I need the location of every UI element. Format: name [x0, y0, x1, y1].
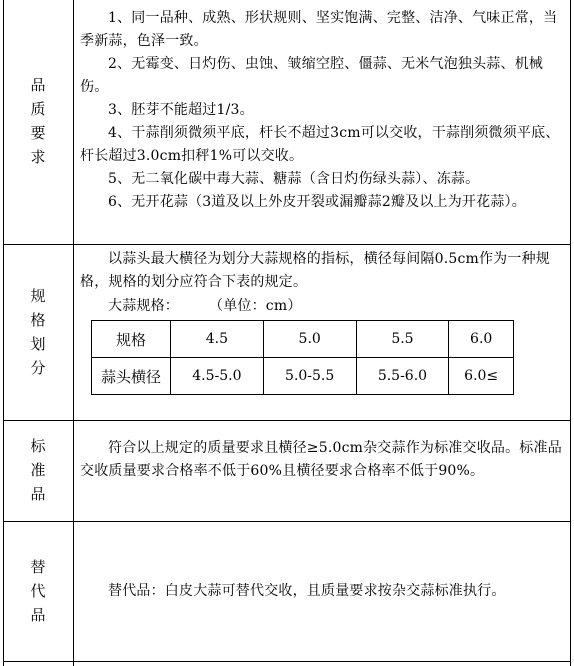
row-header-spec: 规格 [92, 321, 171, 358]
table-row [92, 321, 514, 358]
diameter-cell: 4.5-5.0 [171, 358, 264, 395]
substitute-label-char: 替 [30, 558, 46, 576]
standard-text-block [80, 437, 564, 483]
quality-label-char: 品 [30, 76, 46, 94]
spec-cell: 4.5 [171, 321, 264, 358]
row-divider-2 [3, 420, 571, 421]
quality-item-3: 3、胚芽不能超过1/3。 [108, 102, 254, 118]
table-caption: 大蒜规格： [108, 298, 179, 314]
grading-label-char: 规 [30, 287, 46, 305]
grading-label [4, 284, 72, 380]
substitute-label [4, 555, 72, 627]
spec-cell: 5.5 [356, 321, 449, 358]
quality-label-char: 质 [30, 100, 46, 118]
substitute-label-char: 品 [30, 606, 46, 624]
grading-label-char: 格 [30, 311, 46, 329]
grading-intro [80, 248, 564, 294]
row-divider-3 [3, 521, 571, 522]
quality-item-5: 5、无二氧化碳中毒大蒜、糖蒜（含日灼伤绿头蒜）、冻蒜。 [108, 171, 480, 187]
grading-caption [108, 295, 408, 318]
quality-requirements [80, 7, 564, 214]
row-divider-4 [3, 661, 571, 662]
spec-table [91, 320, 514, 395]
table-unit: （单位：cm） [209, 298, 302, 314]
table-right-border [570, 0, 571, 666]
grading-intro-text: 以蒜头最大横径为划分大蒜规格的指标，横径每间隔0.5cm作为一种规格，规格的划分应符合下表的规定。 [80, 251, 550, 290]
quality-item-4: 4、干蒜削须微须平底，杆长不超过3cm可以交收，干蒜削须微须平底、杆长超过3.0cm扣秤1%可以交收。 [80, 125, 560, 164]
row-header-diameter: 蒜头横径 [92, 358, 171, 395]
grading-label-char: 分 [30, 359, 46, 377]
standard-label-char: 品 [30, 485, 46, 503]
spec-cell: 5.0 [263, 321, 356, 358]
substitute-text: 替代品：白皮大蒜可替代交收，且质量要求按杂交蒜标准执行。 [108, 583, 506, 599]
quality-item-1: 1、同一品种、成熟、形状规则、坚实饱满、完整、洁净、气味正常，当季新蒜，色泽一致。 [80, 10, 558, 49]
diameter-cell: 5.5-6.0 [356, 358, 449, 395]
standard-label-char: 准 [30, 461, 46, 479]
row-divider-1 [3, 244, 571, 245]
standard-text: 符合以上规定的质量要求且横径≥5.0cm杂交蒜作为标准交收品。标准品交收质量要求合格率不低于60%且横径要求合格率不低于90%。 [80, 440, 562, 479]
quality-item-6: 6、无开花蒜（3道及以上外皮开裂或漏瓣蒜2瓣及以上为开花蒜）。 [108, 194, 526, 210]
quality-label [4, 73, 72, 169]
standard-label-char: 标 [30, 437, 46, 455]
substitute-text-block [80, 580, 564, 603]
substitute-label-char: 代 [30, 582, 46, 600]
grading-label-char: 划 [30, 335, 46, 353]
quality-label-char: 求 [30, 148, 46, 166]
label-column-divider [73, 0, 74, 666]
standard-label [4, 434, 72, 506]
quality-item-2: 2、无霉变、日灼伤、虫蚀、皱缩空腔、僵蒜、无米气泡独头蒜、机械伤。 [80, 56, 544, 95]
table-row [92, 358, 514, 395]
diameter-cell: 6.0≤ [449, 358, 514, 395]
diameter-cell: 5.0-5.5 [263, 358, 356, 395]
spec-cell: 6.0 [449, 321, 514, 358]
quality-label-char: 要 [30, 124, 46, 142]
